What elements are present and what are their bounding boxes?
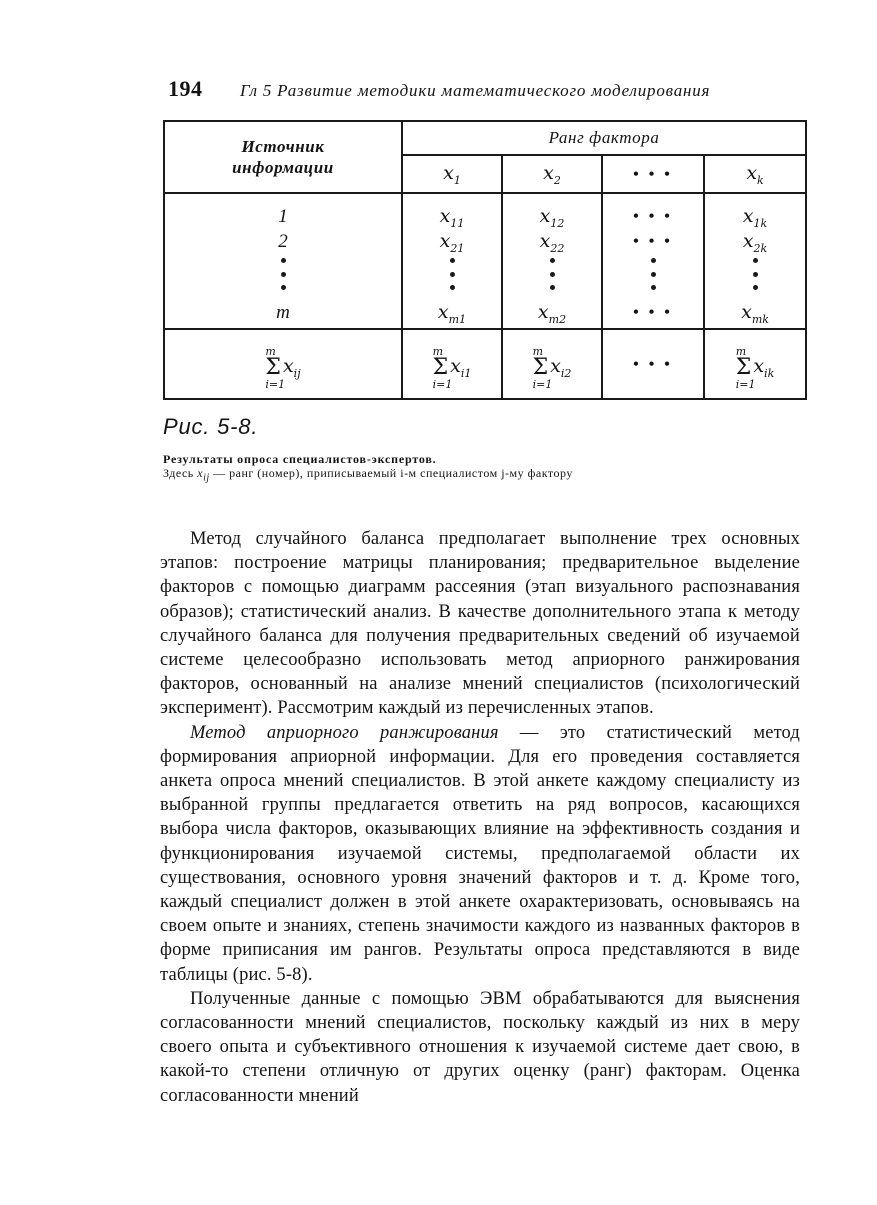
running-head: Гл 5 Развитие методики математического моделирования — [240, 81, 711, 100]
sum-formula: m Σ $x_{i1}$ i=1 — [432, 344, 472, 391]
figure-label: Рис. 5-8. — [163, 414, 259, 439]
paragraph-2-term: Метод априорного ранжирования — [190, 722, 499, 743]
sum-cell-2 — [502, 329, 602, 399]
sum-label-cell — [164, 329, 402, 399]
vertical-ellipsis — [548, 254, 556, 294]
paragraph-3: Полученные данные с помощью ЭВМ обрабатываются для выяснения согласованности мнений специалистов, поскольку каждый из них в меру своего опыта и субъективного отношения к изучаемой системе дает свою, в какой-то степени отличную от других оценку (ранг) факторам. Оценка согласованности мнений — [160, 988, 800, 1106]
cell-xm2: $x_{m2}$ — [537, 301, 567, 326]
rank-table — [163, 120, 807, 400]
column-header-x2-term: $x_2$ — [543, 161, 561, 187]
paragraph-2-rest: — это статистический метод формирования априорной информации. Для его проведения составляется анкета опроса мнений специалистов. В этой анкете каждому специалисту из выбранной группы предлагается ответить на ряд вопросов, касающихся выбора числа факторов, оказывающих влияние на эффективность создания и функционирования изучаемой системы, предполагаемой области их существования, основного уровня значений факторов и т. д. Кроме того, каждый специалист должен в этой анкете охарактеризовать, основываясь на своем опыте и знаниях, степень значимости каждого из названных факторов в форме приписания им рангов. Результаты опроса представляются в виде таблицы (рис. 5-8). — [160, 722, 800, 985]
column-header-x1-term: $x_1$ — [443, 161, 461, 187]
cell-xmk: $x_{mk}$ — [741, 301, 769, 326]
row-label-1: 1 — [278, 206, 288, 227]
source-header-text: Источник информации — [232, 137, 334, 177]
cell-x2k: $x_{2k}$ — [742, 230, 768, 255]
column-values-ellipsis — [602, 193, 704, 329]
sum-cell-1 — [402, 329, 502, 399]
sum-formula: m Σ $x_{i2}$ i=1 — [532, 344, 572, 391]
sum-formula — [265, 346, 300, 390]
cell-x12: $x_{12}$ — [539, 205, 565, 230]
paragraph-2 — [160, 721, 800, 987]
vertical-ellipsis — [448, 254, 456, 294]
row-labels-cell — [164, 193, 402, 329]
figure-caption-note — [163, 466, 673, 485]
column-header-dots: • • • — [633, 166, 673, 183]
sum-term: $x_{ij}$ — [282, 354, 301, 380]
row-label-m: m — [276, 302, 290, 323]
caption-note-var: $x_{ij}$ — [197, 466, 210, 484]
cell-dots-row2: • • • — [633, 233, 673, 250]
cell-x22: $x_{22}$ — [539, 230, 565, 255]
row-label-2: 2 — [278, 231, 288, 252]
cell-xm1: $x_{m1}$ — [437, 301, 467, 326]
column-values-2 — [502, 193, 602, 329]
sum-cell-k — [704, 329, 806, 399]
figure-caption-title: Результаты опроса специалистов-экспертов. — [163, 452, 437, 466]
page-number: 194 — [168, 76, 203, 101]
sum-upper-limit: m — [265, 344, 276, 358]
cell-x1k: $x_{1k}$ — [742, 205, 768, 230]
source-header — [164, 121, 402, 193]
cell-dots-row1: • • • — [633, 208, 673, 225]
column-header-x1 — [402, 155, 502, 193]
rank-header: Ранг фактора — [402, 121, 806, 155]
sigma-symbol: Σ — [265, 354, 281, 380]
sum-cell-ellipsis — [602, 329, 704, 399]
caption-note-prefix: Здесь — [163, 466, 194, 480]
sum-lower-limit: i=1 — [265, 377, 286, 391]
column-header-xk — [704, 155, 806, 193]
sum-formula: m Σ $x_{ik}$ i=1 — [735, 344, 775, 391]
column-values-1 — [402, 193, 502, 329]
body-text — [160, 527, 800, 1108]
column-header-xk-term: $x_k$ — [746, 161, 764, 187]
vertical-ellipsis — [649, 254, 657, 294]
vertical-ellipsis — [279, 254, 287, 294]
cell-x11: $x_{11}$ — [439, 205, 465, 230]
column-values-k — [704, 193, 806, 329]
column-header-x2 — [502, 155, 602, 193]
paragraph-1: Метод случайного баланса предполагает выполнение трех основных этапов: построение матрицы планирования; предварительное выделение факторов с помощью диаграмм рассеяния (этап визуального распознавания образов); статистический анализ. В качестве дополнительного этапа к методу случайного баланса для получения предварительных сведений об изучаемой системе целесообразно использовать метод априорного ранжирования факторов, основанный на анализе мнений специалистов (психологический эксперимент). Рассмотрим каждый из перечисленных этапов. — [160, 529, 800, 719]
sum-dots: • • • — [633, 356, 673, 373]
cell-x21: $x_{21}$ — [439, 230, 465, 255]
column-header-ellipsis — [602, 155, 704, 193]
vertical-ellipsis — [751, 254, 759, 294]
cell-dots-rowm: • • • — [633, 304, 673, 321]
caption-note-rest: — ранг (номер), приписываемый i-м специалистом j-му фактору — [213, 466, 573, 480]
